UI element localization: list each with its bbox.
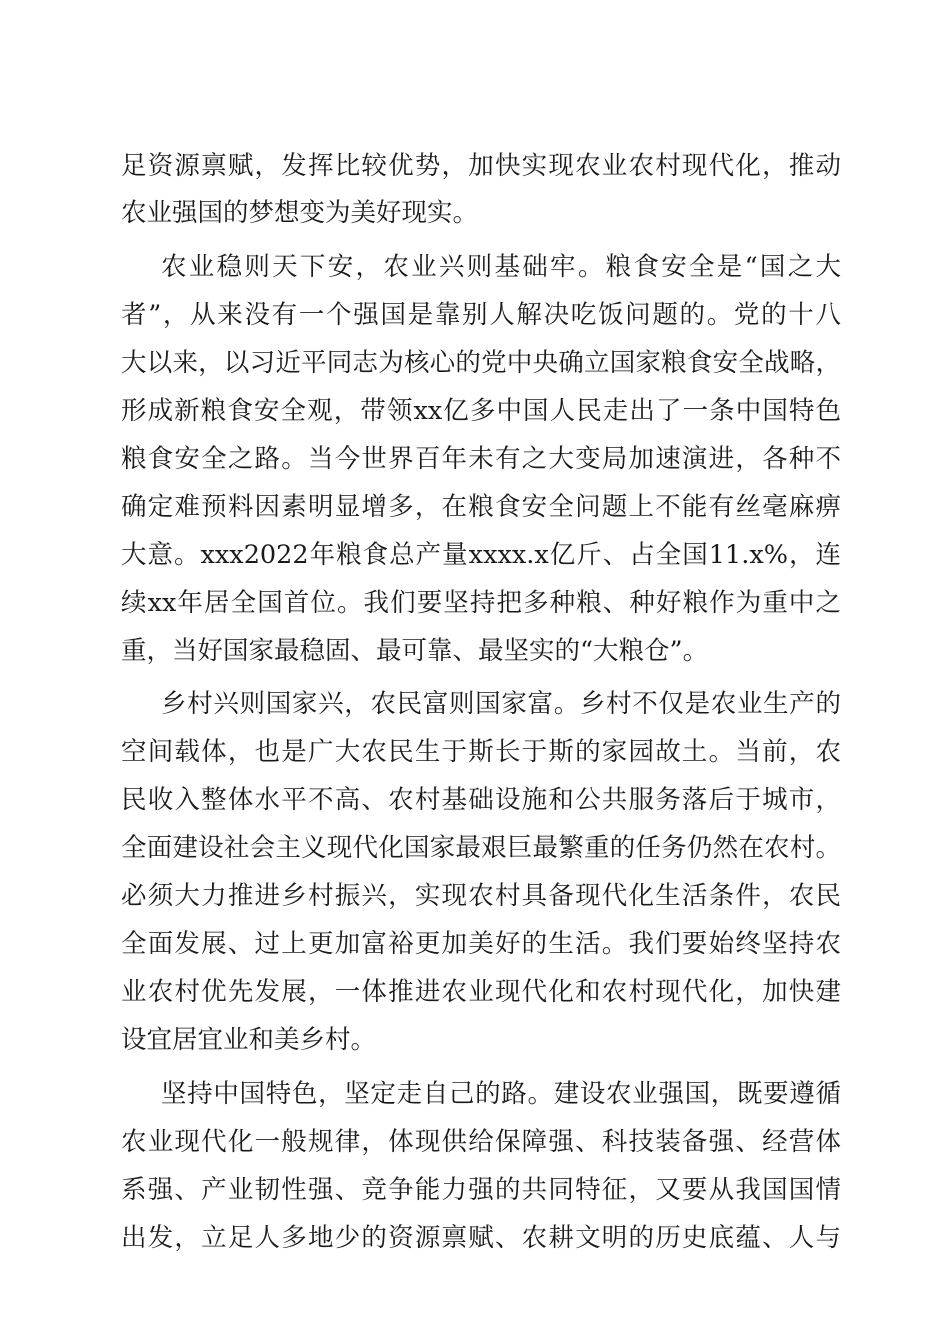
text-line: 足资源禀赋，发挥比较优势，加快实现农业农村现代化，推动: [121, 151, 841, 181]
text-line: 确定难预料因素明显增多，在粮食安全问题上不能有丝毫麻痹: [121, 492, 841, 522]
text-line: 大以来，以习近平同志为核心的党中央确立国家粮食安全战略，: [121, 348, 841, 378]
text-line: 农业强国的梦想变为美好现实。: [121, 198, 479, 228]
text-line: 必须大力推进乡村振兴，实现农村具备现代化生活条件，农民: [121, 881, 841, 911]
text-line: 续xx年居全国首位。我们要坚持把多种粮、种好粮作为重中之: [121, 588, 841, 618]
text-line: 形成新粮食安全观，带领xx亿多中国人民走出了一条中国特色: [121, 396, 841, 426]
text-line: 坚持中国特色，坚定走自己的路。建设农业强国，既要遵循: [161, 1079, 841, 1109]
text-line: 空间载体，也是广大农民生于斯长于斯的家园故土。当前，农: [121, 737, 841, 767]
text-line: 重，当好国家最稳固、最可靠、最坚实的“大粮仓”。: [121, 636, 709, 666]
text-line: 全面发展、过上更加富裕更加美好的生活。我们要始终坚持农: [121, 929, 841, 959]
text-line: 设宜居宜业和美乡村。: [121, 1025, 377, 1055]
text-line: 系强、产业韧性强、竞争能力强的共同特征，又要从我国国情: [121, 1175, 841, 1205]
text-line: 民收入整体水平不高、农村基础设施和公共服务落后于城市，: [121, 785, 841, 815]
text-line: 出发，立足人多地少的资源禀赋、农耕文明的历史底蕴、人与: [121, 1223, 841, 1253]
text-line: 粮食安全之路。当今世界百年未有之大变局加速演进，各种不: [121, 444, 841, 474]
text-line: 全面建设社会主义现代化国家最艰巨最繁重的任务仍然在农村。: [121, 833, 841, 863]
text-line: 乡村兴则国家兴，农民富则国家富。乡村不仅是农业生产的: [161, 689, 841, 719]
text-line: 农业稳则天下安，农业兴则基础牢。粮食安全是“国之大: [161, 252, 841, 282]
text-line: 大意。xxx2022年粮食总产量xxxx.x亿斤、占全国11.x%，连: [121, 540, 841, 570]
text-line: 业农村优先发展，一体推进农业现代化和农村现代化，加快建: [121, 977, 841, 1007]
text-line: 者”，从来没有一个强国是靠别人解决吃饭问题的。党的十八: [121, 300, 841, 330]
text-line: 农业现代化一般规律，体现供给保障强、科技装备强、经营体: [121, 1127, 841, 1157]
